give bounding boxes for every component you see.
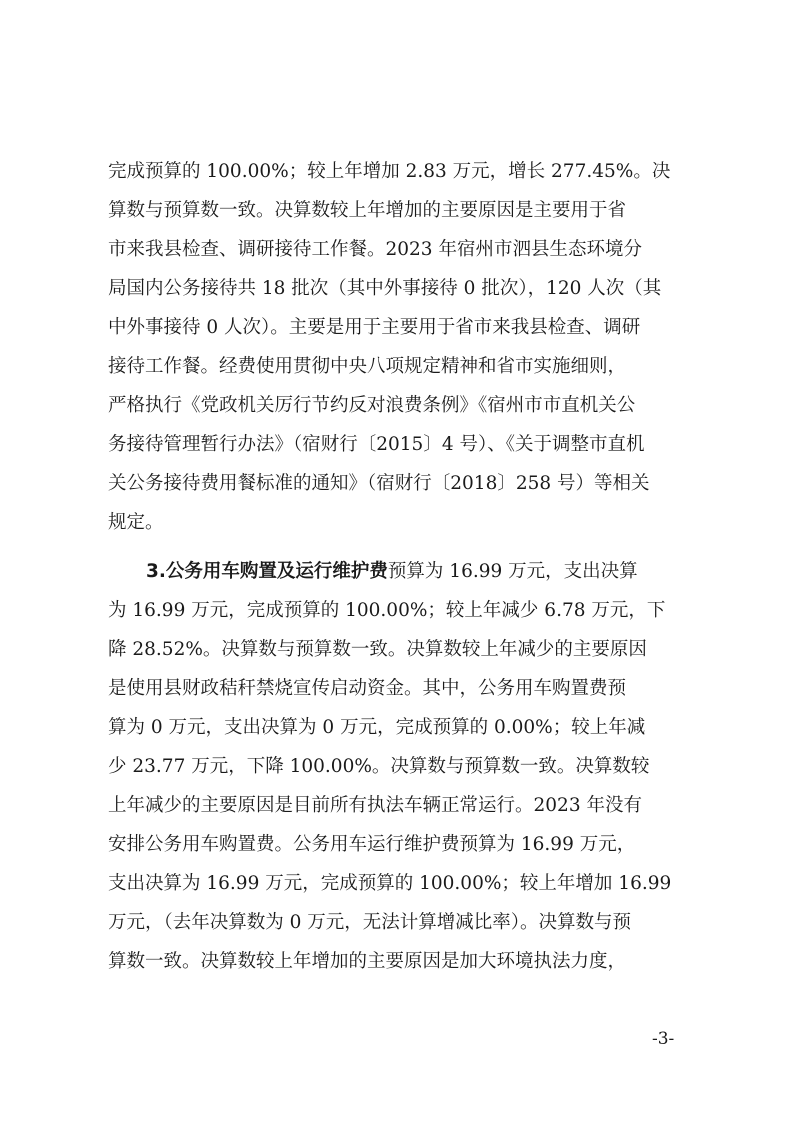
paragraph-line: 接待工作餐。经费使用贯彻中央八项规定精神和省市实施细则， bbox=[108, 356, 627, 377]
paragraph-line: 万元，（去年决算数为 0 万元，无法计算增减比率）。决算数与预 bbox=[108, 912, 632, 933]
paragraph-line: 为 16.99 万元，完成预算的 100.00%；较上年减少 6.78 万元，下 bbox=[108, 600, 666, 621]
paragraph-line: 安排公务用车购置费。公务用车运行维护费预算为 16.99 万元， bbox=[108, 834, 636, 855]
paragraph-line: 降 28.52%。决算数与预算数一致。决算数较上年减少的主要原因 bbox=[108, 639, 647, 660]
paragraph-line: 严格执行《党政机关厉行节约反对浪费条例》《宿州市市直机关公 bbox=[108, 395, 636, 416]
paragraph-line: 算数与预算数一致。决算数较上年增加的主要原因是主要用于省 bbox=[108, 200, 627, 221]
paragraph-line: 上年减少的主要原因是目前所有执法车辆正常运行。2023 年没有 bbox=[108, 795, 642, 816]
page-number: -3- bbox=[652, 1029, 675, 1049]
paragraph-line: 算为 0 万元，支出决算为 0 万元，完成预算的 0.00%；较上年减 bbox=[108, 717, 646, 738]
section-3-heading: 公务用车购置及运行维护费 bbox=[165, 561, 388, 582]
paragraph-line: 算数一致。决算数较上年增加的主要原因是加大环境执法力度， bbox=[108, 951, 627, 972]
paragraph-line: 务接待管理暂行办法》（宿财行〔2015〕4 号）、《关于调整市直机 bbox=[108, 434, 645, 455]
paragraph-line: 完成预算的 100.00%；较上年增加 2.83 万元，增长 277.45%。决 bbox=[108, 161, 671, 182]
paragraph-line: 少 23.77 万元，下降 100.00%。决算数与预算数一致。决算数较 bbox=[108, 756, 650, 777]
section-3-first-line bbox=[146, 560, 700, 584]
paragraph-line: 中外事接待 0 人次）。主要是用于主要用于省市来我县检查、调研 bbox=[108, 317, 641, 338]
paragraph-line: 支出决算为 16.99 万元，完成预算的 100.00%；较上年增加 16.99 bbox=[108, 873, 672, 894]
paragraph-line: 是使用县财政秸秆禁烧宣传启动资金。其中，公务用车购置费预 bbox=[108, 678, 627, 699]
section-3-first-line-text: 预算为 16.99 万元，支出决算 bbox=[387, 561, 638, 582]
paragraph-line: 规定。 bbox=[108, 512, 164, 533]
paragraph-line: 局国内公务接待共 18 批次（其中外事接待 0 批次），120 人次（其 bbox=[108, 278, 662, 299]
paragraph-line: 关公务接待费用餐标准的通知》（宿财行〔2018〕258 号）等相关 bbox=[108, 473, 650, 494]
section-3-number: 3. bbox=[146, 561, 166, 582]
paragraph-line: 市来我县检查、调研接待工作餐。2023 年宿州市泗县生态环境分 bbox=[108, 239, 642, 260]
